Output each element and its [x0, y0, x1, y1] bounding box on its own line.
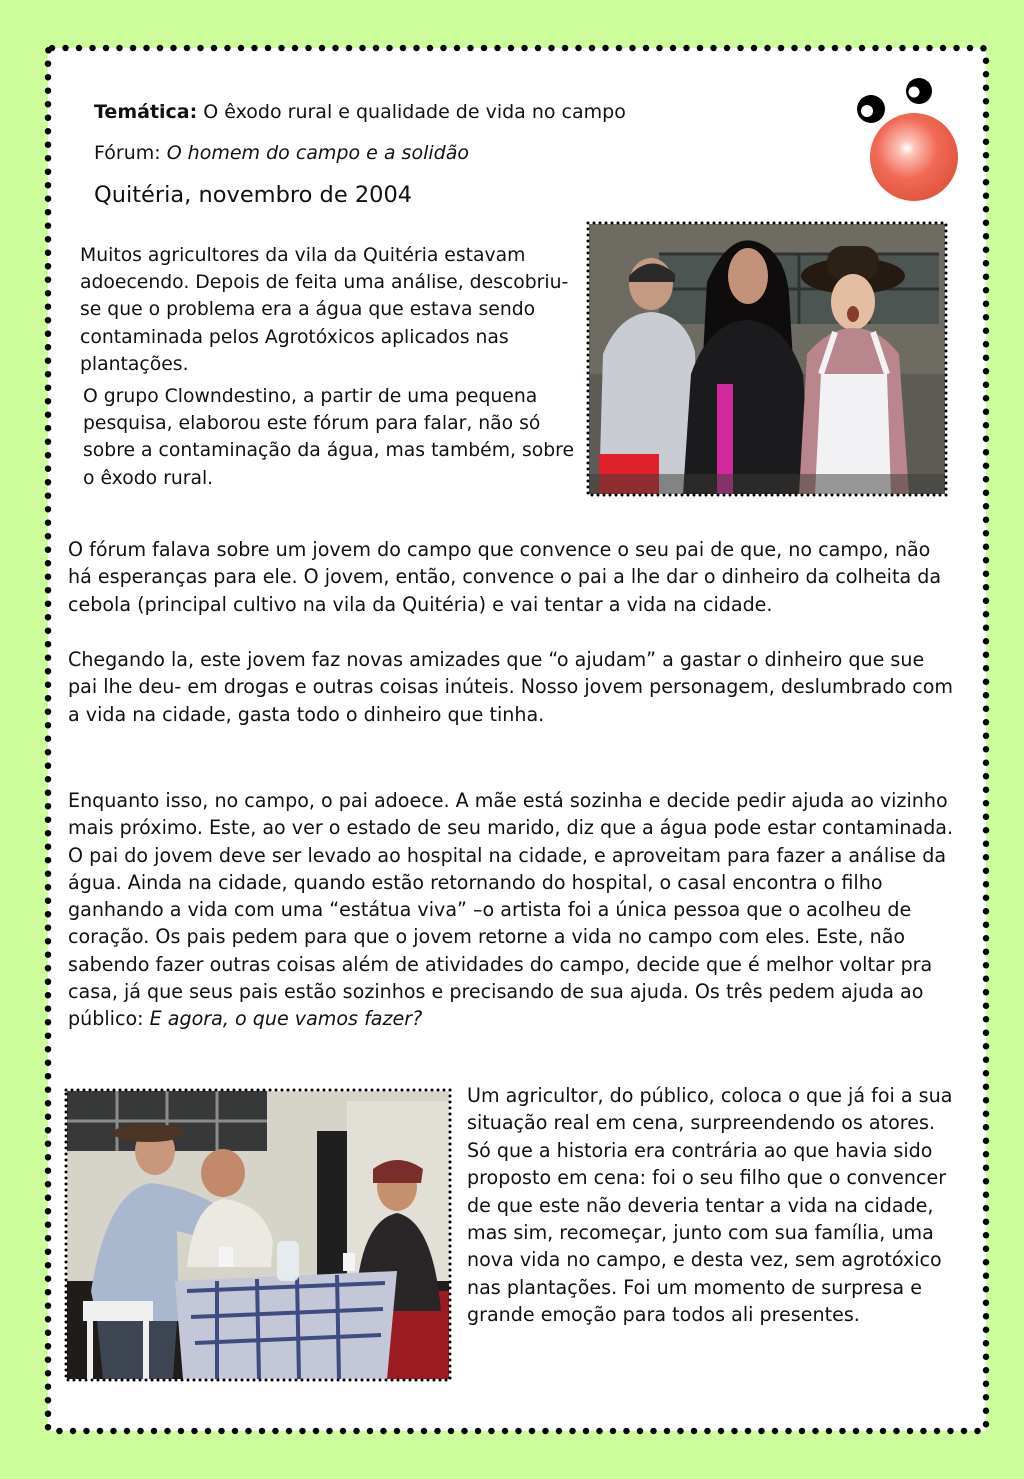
- tematica-value: O êxodo rural e qualidade de vida no campo: [203, 101, 626, 123]
- tematica-line: [94, 99, 626, 125]
- tematica-label: Temática:: [94, 101, 198, 123]
- story-paragraph-2: Chegando la, este jovem faz novas amizades que “o ajudam” a gastar o dinheiro que sue pai lhe deu- em drogas e outras coisas inúteis. Nosso jovem personagem, deslumbrado com a vida na cidade, gasta todo o dinheiro que tinha.: [68, 648, 953, 726]
- intro-paragraph-2: O grupo Clowndestino, a partir de uma pequena pesquisa, elaborou este fórum para falar, não só sobre a contaminação da água, mas também, sobre o êxodo rural.: [83, 386, 575, 489]
- story-paragraph-3: [68, 787, 956, 1033]
- dateline: Quitéria, novembro de 2004: [94, 182, 413, 208]
- photo-frame-bottom: [64, 1088, 452, 1382]
- forum-line: [94, 140, 469, 166]
- clown-nose-icon: [870, 113, 958, 201]
- story-paragraph-3-text: Enquanto isso, no campo, o pai adoece. A mãe está sozinha e decide pedir ajuda ao vizinho mais próximo. Este, ao ver o estado de seu marido, diz que a água pode estar contaminada. O pai do jovem deve ser levado ao hospital na cidade, e aproveitam para fazer a análise da água. Ainda na cidade, quando estão retornando do hospital, o casal encontra o filho ganhando a vida com uma “estátua viva” –o artista foi a única pessoa que o acolheu de coração. Os pais pedem para que o jovem retorne a vida no campo com eles. Este, não sabendo fazer outras coisas além de atividades do campo, decide que é melhor voltar pra casa, já que seus pais estão sozinhos e precisando de sua ajuda. Os três pedem ajuda ao público:: [68, 789, 954, 1031]
- story-paragraph-1: O fórum falava sobre um jovem do campo que convence o seu pai de que, no campo, não há esperanças para ele. O jovem, então, convence o pai a lhe dar o dinheiro da colheita da cebola (principal cultivo na vila da Quitéria) e vai tentar a vida na cidade.: [68, 538, 942, 616]
- outcome-paragraph: Um agricultor, do público, coloca o que já foi a sua situação real em cena, surpreendendo os atores. Só que a historia era contrária ao que havia sido proposto em cena: foi o seu filho que o convencer de que este não deveria tentar a vida na cidade, mas sim, recomeçar, junto com sua família, uma nova vida no campo, e desta vez, sem agrotóxico nas plantações. Foi um momento de surpresa e grande emoção para todos ali presentes.: [467, 1084, 953, 1327]
- forum-value: O homem do campo e a solidão: [166, 142, 469, 164]
- intro-paragraph-1: Muitos agricultores da vila da Quitéria estavam adoecendo. Depois de feita uma análise, descobriu-se que o problema era a água que estava sendo contaminada pelos Agrotóxicos aplicados nas plantações.: [80, 245, 569, 375]
- forum-label: Fórum:: [94, 142, 161, 164]
- photo-frame-top: [586, 221, 948, 497]
- clown-logo: [852, 76, 964, 202]
- story-question: E agora, o que vamos fazer?: [149, 1007, 423, 1031]
